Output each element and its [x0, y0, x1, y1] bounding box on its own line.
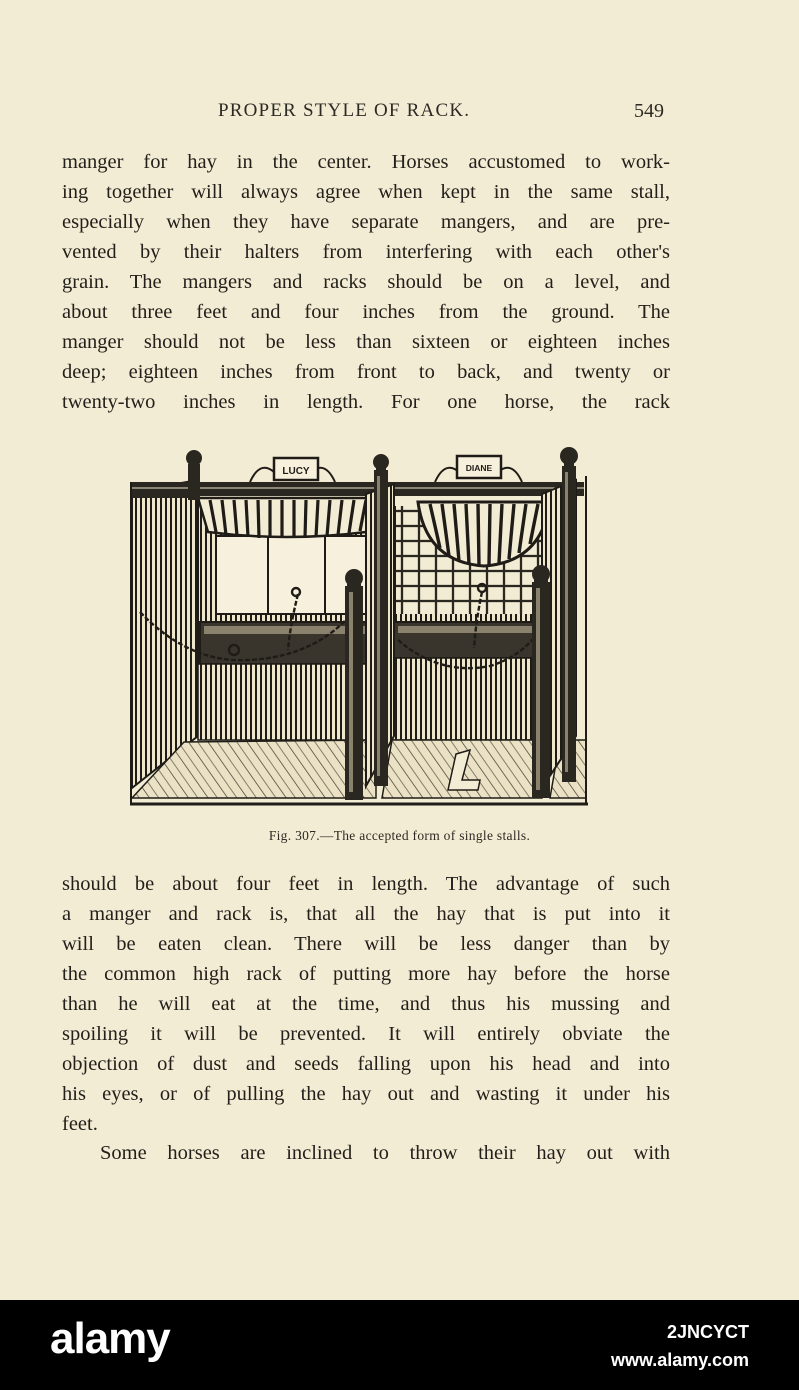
text-line: feet.: [62, 1113, 98, 1135]
text-line: should be about four feet in length. The advantage of such: [62, 873, 670, 895]
text-line: twenty-two inches in length. For one horse, the rack: [62, 391, 670, 413]
running-head: [0, 100, 799, 130]
text-line: his eyes, or of pulling the hay out and wasting it under his: [62, 1083, 670, 1105]
brand-logo: alamy: [50, 1314, 170, 1363]
name-plate-lucy: LUCY: [282, 466, 310, 477]
text-line: about three feet and four inches from the ground. The: [62, 301, 670, 323]
paragraph-last: [62, 1138, 670, 1168]
text-line: deep; eighteen inches from front to back, and twenty or: [62, 361, 670, 383]
page-number: 549: [634, 100, 664, 122]
text-line: a manger and rack is, that all the hay that is put into it: [62, 903, 670, 925]
paragraph-top: [62, 147, 670, 417]
watermark-banner: [0, 1300, 799, 1390]
text-line: manger should not be less than sixteen or eighteen inches: [62, 331, 670, 353]
text-line: objection of dust and seeds falling upon his head and into: [62, 1053, 670, 1075]
text-line: vented by their halters from interfering with each other's: [62, 241, 670, 263]
name-plate-diane: DIANE: [465, 463, 493, 473]
image-id: 2JNCYCT: [666, 1322, 749, 1342]
text-line: spoiling it will be prevented. It will entirely obviate the: [62, 1023, 670, 1045]
text-line: manger for hay in the center. Horses accustomed to work-: [62, 151, 670, 173]
text-line: will be eaten clean. There will be less danger than by: [62, 933, 670, 955]
stall-illustration: [130, 436, 588, 810]
text-line: grain. The mangers and racks should be on a level, and: [62, 271, 670, 293]
text-line: ing together will always agree when kept in the same stall,: [62, 181, 670, 203]
paragraph-bottom: [62, 869, 670, 1139]
text-line: especially when they have separate mangers, and are pre-: [62, 211, 670, 233]
text-line: than he will eat at the time, and thus his mussing and: [62, 993, 670, 1015]
text-line: the common high rack of putting more hay before the horse: [62, 963, 670, 985]
text-line: Some horses are inclined to throw their hay out with: [100, 1142, 670, 1164]
running-title: PROPER STYLE OF RACK.: [218, 100, 471, 121]
site-url: www.alamy.com: [610, 1350, 749, 1370]
figure-caption: Fig. 307.—The accepted form of single stalls.: [268, 828, 531, 843]
